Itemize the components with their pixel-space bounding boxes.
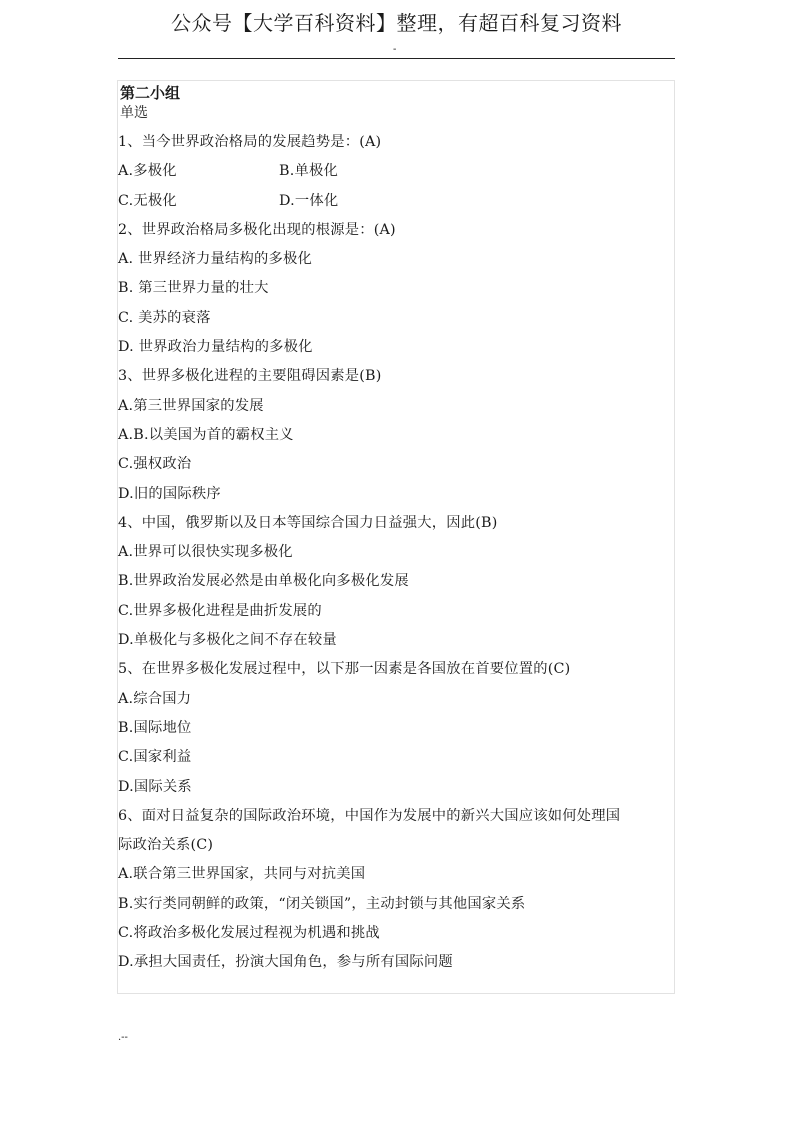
header-dash: -: [393, 44, 397, 55]
option: A.第三世界国家的发展: [118, 397, 264, 414]
header-divider: [118, 58, 675, 59]
question-text: 4、中国，俄罗斯以及日本等国综合国力日益强大，因此(B): [118, 514, 498, 531]
option: A. 世界经济力量结构的多极化: [118, 251, 312, 268]
option: C.国家利益: [118, 749, 192, 766]
option: C. 美苏的衰落: [118, 309, 211, 326]
option: C.强权政治: [118, 456, 192, 473]
option: D.旧的国际秩序: [118, 485, 221, 502]
option: A.联合第三世界国家，共同与对抗美国: [118, 866, 366, 883]
question-text: 2、世界政治格局多极化出现的根源是：(A): [118, 221, 396, 238]
option: D. 世界政治力量结构的多极化: [118, 339, 313, 356]
question-text: 1、当今世界政治格局的发展趋势是：(A): [118, 134, 382, 150]
option: B.单极化: [279, 163, 338, 180]
section-subtitle: 单选: [120, 105, 148, 121]
option: C.将政治多极化发展过程视为机遇和挑战: [118, 925, 380, 942]
option: D.国际关系: [118, 778, 192, 795]
question-text-continued: 际政治关系(C): [118, 837, 214, 854]
option: B. 第三世界力量的壮大: [118, 280, 269, 297]
option: B.实行类同朝鲜的政策，“闭关锁国”，主动封锁与其他国家关系: [118, 895, 526, 912]
question-list: [118, 128, 674, 978]
option: C.世界多极化进程是曲折发展的: [118, 602, 322, 619]
question-text: 5、在世界多极化发展过程中，以下那一因素是各国放在首要位置的(C): [118, 661, 571, 678]
question-text: 3、世界多极化进程的主要阻碍因素是(B): [118, 368, 382, 385]
section-title: 第二小组: [120, 84, 181, 102]
option: A.世界可以很快实现多极化: [118, 544, 293, 561]
option: B.世界政治发展必然是由单极化向多极化发展: [118, 573, 409, 590]
option: D.承担大国责任，扮演大国角色，参与所有国际问题: [118, 954, 453, 971]
option-row: [118, 157, 674, 186]
option-row: [118, 187, 674, 216]
question-text: 6、面对日益复杂的国际政治环境，中国作为发展中的新兴大国应该如何处理国: [118, 807, 621, 824]
option: D.一体化: [279, 192, 339, 209]
footer-dash: .--: [118, 1032, 128, 1043]
option: D.单极化与多极化之间不存在较量: [118, 632, 337, 649]
header-title: 公众号【大学百科资料】整理，有超百科复习资料: [171, 11, 622, 35]
option: A.综合国力: [118, 690, 192, 707]
option: C.无极化: [118, 192, 177, 209]
option: A.多极化: [118, 163, 177, 180]
option: B.国际地位: [118, 719, 192, 736]
option: A.B.以美国为首的霸权主义: [118, 426, 294, 443]
